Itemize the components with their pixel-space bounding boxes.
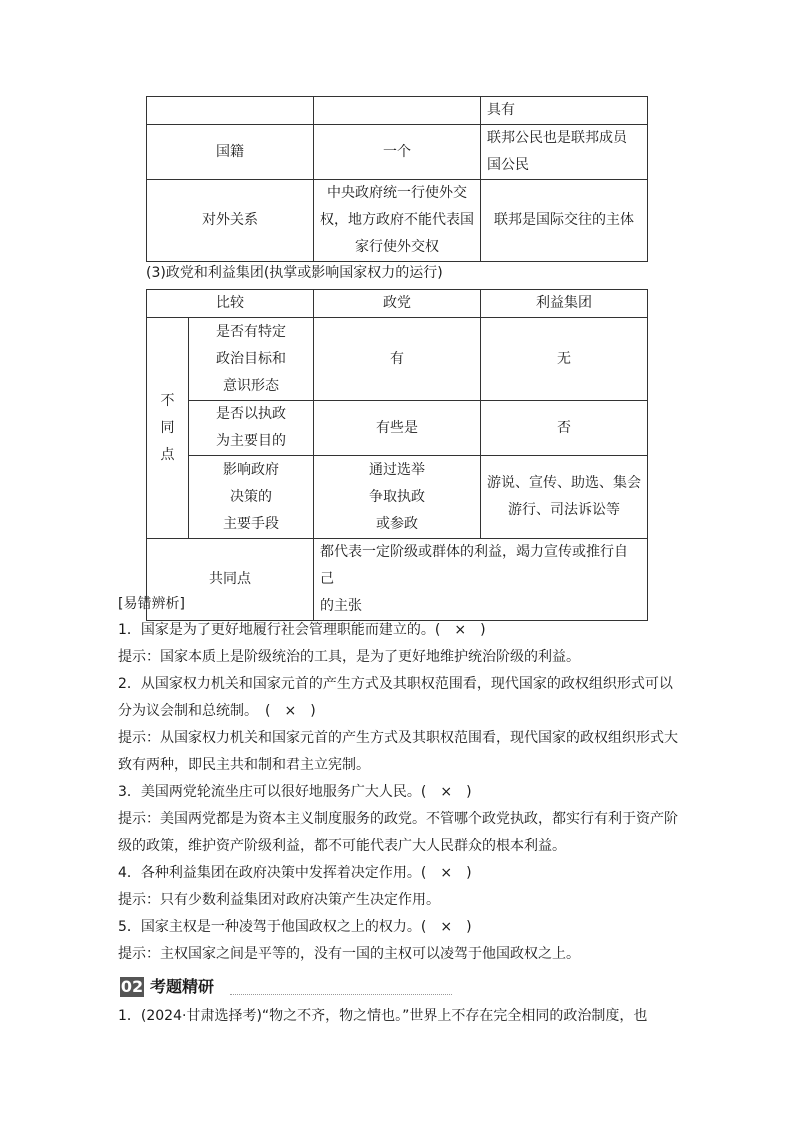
- section-title: 考题精研: [150, 977, 215, 996]
- error-item: 5．国家主权是一种凌驾于他国政权之上的权力。( × ): [118, 919, 472, 935]
- row-label: [189, 456, 314, 539]
- cell-line: 都代表一定阶级或群体的利益，竭力宣传或推行自己: [320, 544, 628, 587]
- cell-line: 国公民: [487, 157, 529, 173]
- cell-line: 或参政: [376, 515, 418, 532]
- table1-row-label-nationality: 国籍: [147, 125, 314, 180]
- cell-line: 的主张: [320, 598, 362, 614]
- party-cell: 有: [314, 318, 481, 401]
- cell-line: 争取执政: [369, 488, 425, 505]
- error-hint: 致有两种，即民主共和制和君主立宪制。: [118, 757, 370, 773]
- cell-line: 政治目标和: [216, 350, 286, 367]
- table1-cell: 具有: [481, 97, 648, 125]
- error-hint: 提示：国家本质上是阶级统治的工具，是为了更好地维护统治阶级的利益。: [118, 649, 580, 665]
- header-party: 政党: [314, 290, 481, 318]
- error-analysis-heading: [易错辨析]: [118, 596, 185, 612]
- section-banner: [120, 977, 452, 997]
- cell-line: 权，地方政府不能代表国: [320, 212, 474, 228]
- section-number-badge: 02: [120, 977, 144, 996]
- cell-line: 主要手段: [223, 515, 279, 532]
- party-cell: [314, 456, 481, 539]
- cell-line: 为主要目的: [216, 433, 286, 449]
- error-hint: 提示：从国家权力机关和国家元首的产生方式及其职权范围看，现代国家的政权组织形式大: [118, 730, 678, 746]
- party-cell: 有些是: [314, 401, 481, 456]
- error-item: 4．各种利益集团在政府决策中发挥着决定作用。( × ): [118, 865, 472, 881]
- section-3-title: (3)政党和利益集团(执掌或影响国家权力的运行): [146, 265, 443, 281]
- cell-line: 影响政府: [223, 461, 279, 478]
- question-1: 1．(2024·甘肃选择考)“物之不齐，物之情也。”世界上不存在完全相同的政治制度，也: [118, 1008, 648, 1024]
- error-hint: 提示：主权国家之间是平等的，没有一国的主权可以凌驾于他国政权之上。: [118, 946, 580, 962]
- group-cell: 无: [481, 318, 648, 401]
- table1-cell: [147, 97, 314, 125]
- differences-label: [147, 318, 189, 539]
- table1-cell: 一个: [314, 125, 481, 180]
- error-hint: 级的政策，维护资产阶级利益，都不可能代表广大人民群众的根本利益。: [118, 838, 566, 854]
- table1-cell: 联邦是国际交往的主体: [481, 180, 648, 262]
- federal-comparison-table: [146, 96, 648, 262]
- cell-line: 不: [160, 392, 175, 409]
- cell-line: 家行使外交权: [355, 239, 439, 255]
- banner-divider: [230, 994, 452, 995]
- group-cell: 否: [481, 401, 648, 456]
- table1-row-label-foreign-relations: 对外关系: [147, 180, 314, 262]
- table1-cell: [314, 180, 481, 262]
- row-label: [189, 318, 314, 401]
- cell-line: 联邦公民也是联邦成员: [487, 130, 627, 146]
- error-hint: 提示：美国两党都是为资本主义制度服务的政党。不管哪个政党执政，都实行有利于资产阶: [118, 811, 678, 827]
- row-label: [189, 401, 314, 456]
- cell-line: 是否以执政: [216, 406, 286, 422]
- cell-line: 游说、宣传、助选、集会: [487, 475, 641, 491]
- cell-line: 意识形态: [223, 377, 279, 394]
- cell-line: 通过选举: [369, 461, 425, 478]
- error-item: 2．从国家权力机关和国家元首的产生方式及其职权范围看，现代国家的政权组织形式可以: [118, 676, 673, 692]
- cell-line: 中央政府统一行使外交: [327, 185, 467, 201]
- cell-line: 点: [160, 446, 175, 463]
- error-item: 分为议会制和总统制。 ( × ): [118, 703, 316, 719]
- party-interest-group-table: [146, 289, 648, 621]
- cell-line: 决策的: [230, 488, 272, 505]
- error-hint: 提示：只有少数利益集团对政府决策产生决定作用。: [118, 892, 440, 908]
- table1-cell: [481, 125, 648, 180]
- error-item: 1．国家是为了更好地履行社会管理职能而建立的。( × ): [118, 622, 486, 638]
- cell-line: 是否有特定: [216, 323, 286, 340]
- common-label: 共同点: [147, 539, 314, 621]
- header-interest-group: 利益集团: [481, 290, 648, 318]
- cell-line: 同: [160, 419, 175, 436]
- table1-cell: [314, 97, 481, 125]
- group-cell: [481, 456, 648, 539]
- error-item: 3．美国两党轮流坐庄可以很好地服务广大人民。( × ): [118, 784, 472, 800]
- cell-line: 游行、司法诉讼等: [508, 502, 620, 518]
- header-compare: 比较: [147, 290, 314, 318]
